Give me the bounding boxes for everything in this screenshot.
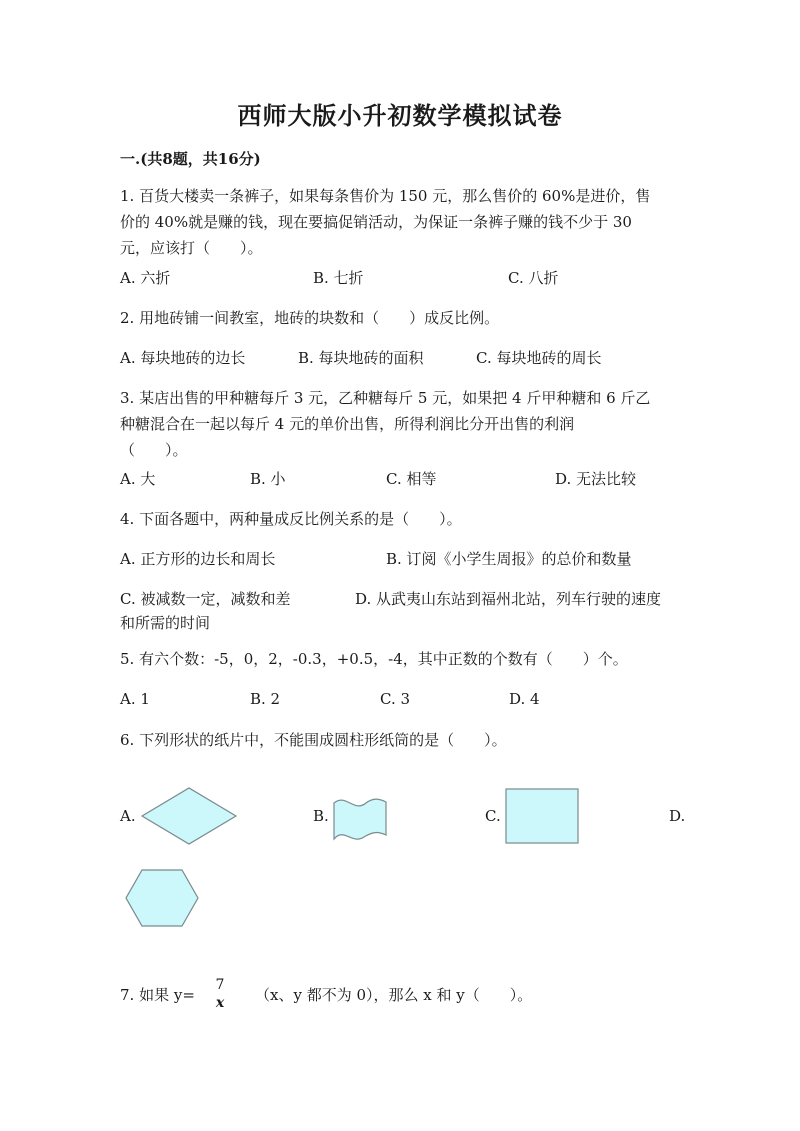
question-4-option-a: A. 正方形的边长和周长 xyxy=(120,550,276,568)
question-2-option-b: B. 每块地砖的面积 xyxy=(298,349,424,367)
question-3-option-c: C. 相等 xyxy=(386,470,437,488)
fraction-numerator: 7 xyxy=(215,977,225,993)
question-5-line-1: 5. 有六个数：-5，0，2，-0.3，+0.5，-4，其中正数的个数有（ ）个。 xyxy=(120,650,628,668)
question-4-option-c: C. 被减数一定，减数和差 xyxy=(120,590,291,608)
rectangle-shape xyxy=(505,788,579,844)
question-6-option-c-label: C. xyxy=(485,807,501,825)
question-3-line-2: 种糖混合在一起以每斤 4 元的单价出售，所得利润比分开出售的利润 xyxy=(120,415,575,433)
fraction xyxy=(210,976,230,1012)
question-1-line-1: 1. 百货大楼卖一条裤子，如果每条售价为 150 元，那么售价的 60%是进价，售 xyxy=(120,187,651,205)
question-3-option-b: B. 小 xyxy=(250,470,286,488)
question-7-prefix: 7. 如果 y= xyxy=(120,986,195,1004)
question-6-option-d-label: D. xyxy=(669,807,686,825)
question-1-line-3: 元，应该打（ ）。 xyxy=(120,239,263,257)
question-3-line-1: 3. 某店出售的甲种糖每斤 3 元，乙种糖每斤 5 元，如果把 4 斤甲种糖和 6 斤乙 xyxy=(120,389,651,407)
question-7-suffix: （x、y 都不为 0），那么 x 和 y（ ）。 xyxy=(255,986,533,1004)
question-4-option-d-line-2: 和所需的时间 xyxy=(120,614,211,632)
page-title: 西师大版小升初数学模拟试卷 xyxy=(237,101,563,130)
question-5-option-b: B. 2 xyxy=(250,690,281,708)
question-2-option-c: C. 每块地砖的周长 xyxy=(476,349,602,367)
rhombus-shape xyxy=(140,786,238,846)
question-4-option-d: D. 从武夷山东站到福州北站，列车行驶的速度 xyxy=(355,590,662,608)
question-3-option-d: D. 无法比较 xyxy=(555,470,637,488)
question-3-line-3: （ ）。 xyxy=(120,441,188,459)
question-4-line-1: 4. 下面各题中，两种量成反比例关系的是（ ）。 xyxy=(120,510,462,528)
hexagon-shape xyxy=(124,868,200,928)
question-1-line-2: 价的 40%就是赚的钱，现在要搞促销活动，为保证一条裤子赚的钱不少于 30 xyxy=(120,213,632,231)
question-4-option-b: B. 订阅《小学生周报》的总价和数量 xyxy=(386,550,632,568)
question-2-option-a: A. 每块地砖的边长 xyxy=(120,349,246,367)
question-1-option-a: A. 六折 xyxy=(120,269,171,287)
question-6-line-1: 6. 下列形状的纸片中，不能围成圆柱形纸筒的是（ ）。 xyxy=(120,731,507,749)
question-5-option-d: D. 4 xyxy=(509,690,540,708)
question-1-option-c: C. 八折 xyxy=(508,269,559,287)
question-2-line-1: 2. 用地砖铺一间教室，地砖的块数和（ ）成反比例。 xyxy=(120,309,500,327)
fraction-denominator: x xyxy=(215,995,225,1011)
question-5-option-a: A. 1 xyxy=(120,690,150,708)
wavy-rectangle-shape xyxy=(330,795,390,845)
question-1-option-b: B. 七折 xyxy=(313,269,364,287)
question-3-option-a: A. 大 xyxy=(120,470,156,488)
section-heading: 一.(共8题，共16分) xyxy=(120,150,261,168)
question-5-option-c: C. 3 xyxy=(380,690,411,708)
question-6-option-a-label: A. xyxy=(120,807,136,825)
question-6-option-b-label: B. xyxy=(313,807,329,825)
